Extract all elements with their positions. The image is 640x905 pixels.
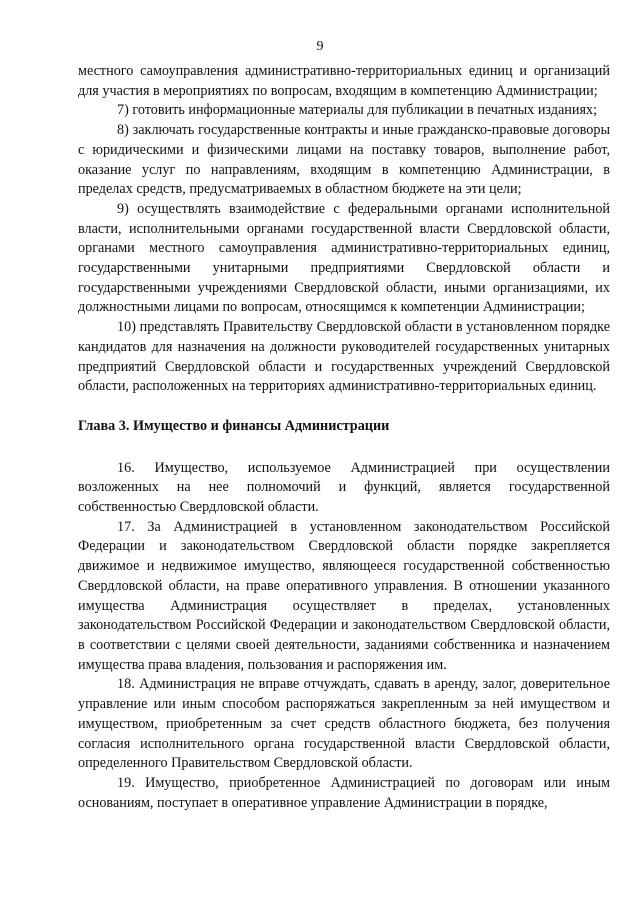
paragraph-section-18: 18. Администрация не вправе отчуждать, сдавать в аренду, залог, доверительное управление или иным способом распоряжаться закрепленным за ней имуществом и имуществом, приобретенным за счет средств областного бюджета, без получения согласия исполнительного органа государственной власти Свердловской области, определенного Правительством Свердловской области. xyxy=(78,676,610,772)
paragraph-section-16: 16. Имущество, используемое Администрацией при осуществлении возложенных на нее полномочий и функций, является государственной собственностью Свердловской области. xyxy=(78,459,610,516)
document-body xyxy=(78,62,610,813)
paragraph-item-8: 8) заключать государственные контракты и иные гражданско-правовые договоры с юридическими и физическими лицами на поставку товаров, выполнение работ, оказание услуг по направлениям, входящим в компетенцию Администрации, в пределах средств, предусматриваемых в областном бюджете на эти цели; xyxy=(78,122,610,198)
chapter-heading: Глава 3. Имущество и финансы Администрации xyxy=(78,417,390,434)
paragraph-section-17: 17. За Администрацией в установленном законодательством Российской Федерации и законодательством Свердловской области порядке закрепляется движимое и недвижимое имущество, являющееся государственной собственностью Свердловской области, на праве оперативного управления. В отношении указанного имущества Администрация осуществляет в пределах, установленных законодательством Российской Федерации и законодательством Свердловской области, в соответствии с целями своей деятельности, заданиями собственника и назначением имущества права владения, пользования и распоряжения им. xyxy=(78,518,610,673)
paragraph-section-19: 19. Имущество, приобретенное Администрацией по договорам или иным основаниям, поступает в оперативное управление Администрации в порядке, xyxy=(78,774,610,811)
paragraph-item-10: 10) представлять Правительству Свердловской области в установленном порядке кандидатов для назначения на должности руководителей государственных унитарных предприятий Свердловской области и государственных учреждений Свердловской области, расположенных на территориях административно-территориальных единиц. xyxy=(78,319,610,395)
paragraph-item-7: 7) готовить информационные материалы для публикации в печатных изданиях; xyxy=(117,102,598,119)
paragraph-continuation: местного самоуправления административно-территориальных единиц и организаций для участия в мероприятиях по вопросам, входящим в компетенцию Администрации; xyxy=(78,63,610,99)
page-number: 9 xyxy=(316,39,324,54)
paragraph-item-9: 9) осуществлять взаимодействие с федеральными органами исполнительной власти, исполнительными органами государственной власти Свердловской области, органами местного самоуправления административно-территориальных единиц, государственными унитарными предприятиями Свердловской области и государственными учреждениями Свердловской области, иными организациями, их должностными лицами по вопросам, относящимся к компетенции Администрации; xyxy=(78,200,610,316)
